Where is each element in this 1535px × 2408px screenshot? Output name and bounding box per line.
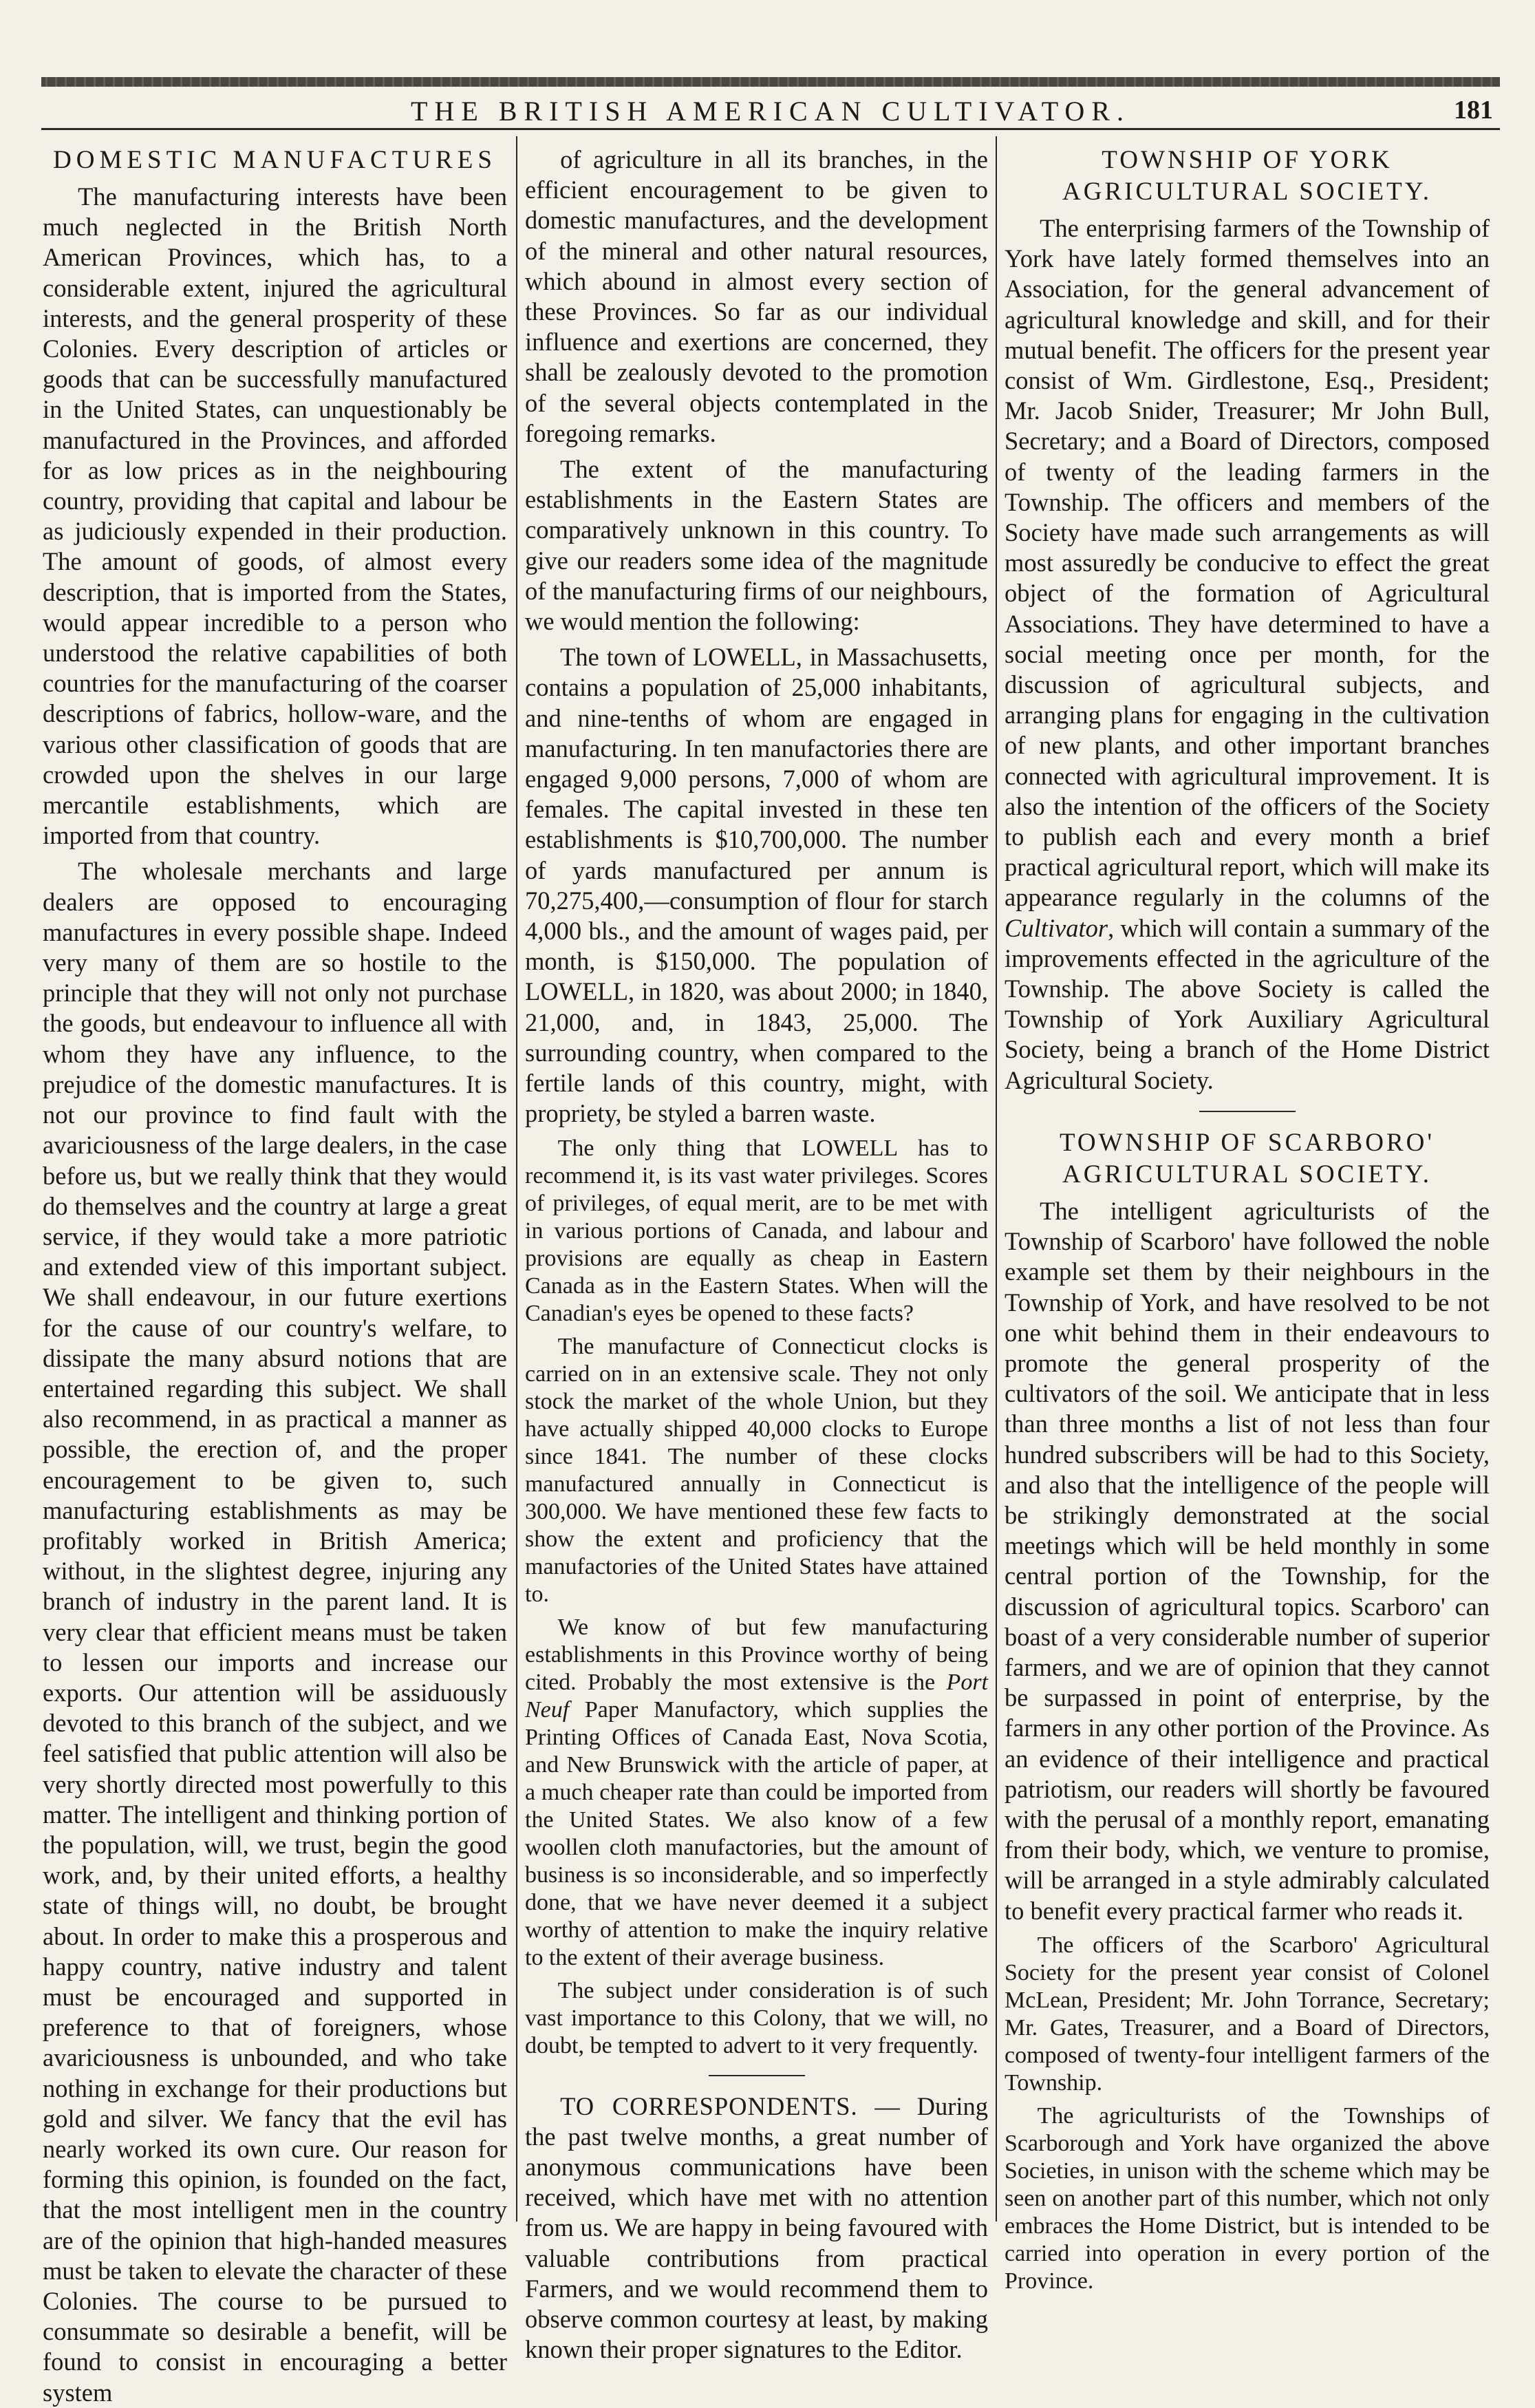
text-run: Paper Manufactory, which supplies the Printing Offices of Canada East, Nova Scotia, and New Brunswick with the article of paper, at a much cheaper rate than could be imported from the United States. We also know of a few woollen cloth manufactories, but the amount of business is so inconsiderable, and so imperfectly done, that we have never deemed it a subject worthy of attention to make the inquiry relative to the extent of their average business. — [525, 1696, 988, 1970]
paragraph: The extent of the manufacturing establishments in the Eastern States are comparatively unknown in this country. To give our readers some idea of the magnitude of the manufacturing firms of our neighbours, we would mention the following: — [525, 455, 988, 636]
correspondents-notice — [525, 2091, 988, 2365]
article-heading-scarboro-society: TOWNSHIP OF SCARBORO' AGRICULTURAL SOCIETY. — [1059, 1128, 1435, 1189]
column-3 — [1005, 145, 1490, 2294]
page-header — [41, 95, 1500, 130]
article-heading-domestic-manufactures: DOMESTIC MANUFACTURES — [53, 146, 497, 174]
section-separator — [709, 2075, 805, 2076]
paragraph: The town of LOWELL, in Massachusetts, contains a population of 25,000 inhabitants, and nine-tenths of whom are engaged in manufacturing. In ten manufactories there are engaged 9,000 persons, 7,000 of whom are females. The capital invested in these ten establishments is $10,700,000. The number of yards manufactured per annum is 70,275,400,—consumption of flour for starch 4,000 bls., and the amount of wages paid, per month, is $150,000. The population of LOWELL, in 1820, was about 2000; in 1840, 21,000, and, in 1843, 25,000. The surrounding country, when compared to the fertile lands of this country, might, with propriety, be styled a barren waste. — [525, 643, 988, 1128]
notice-label: TO CORRESPONDENTS. — [560, 2091, 858, 2120]
text-run: The enterprising farmers of the Township of York have lately formed themselves into an Association, for the general advancement of agricultural knowledge and skill, and for their mutual benefit. The officers for the present year consist of Wm. Girdlestone, Esq., President; Mr. Jacob Snider, Treasurer; Mr John Bull, Secretary; and a Board of Directors, composed of twenty of the leading farmers in the Township. The officers and members of the Society have made such arrangements as will most assuredly be conducive to effect the great object of the formation of Agricultural Associations. They have determined to have a social meeting once per month, for the discussion of agricultural subjects, and arranging plans for engaging in the cultivation of new plants, and other important branches connected with agricultural improvement. It is also the intention of the officers of the Society to publish each and every month a brief practical agricultural report, which will make its appearance regularly in the columns of the — [1005, 214, 1490, 912]
paragraph: The officers of the Scarboro' Agricultural Society for the present year consist of Colonel McLean, President; Mr. John Torrance, Secretary; Mr. Gates, Treasurer, and a Board of Directors, composed of twenty-four intelligent farmers of the Township. — [1005, 1932, 1490, 2096]
italic-name: Cultivator — [1005, 913, 1108, 942]
column-1 — [43, 145, 507, 2407]
paragraph — [525, 1614, 988, 1972]
notice-text: — During the past twelve months, a great number of anonymous communications have been received, which have met with no attention from us. We are happy in being favoured with valuable contributions from practical Farmers, and we would recommend them to observe common courtesy at least, by making known their proper signatures to the Editor. — [525, 2091, 988, 2364]
running-title: THE BRITISH AMERICAN CULTIVATOR. — [411, 96, 1130, 127]
column-rule-2 — [996, 136, 997, 2221]
paragraph: The wholesale merchants and large dealers are opposed to encouraging manufactures in every possible shape. Indeed very many of them are so hostile to the principle that they will not only not purchase the goods, but endeavour to influence all with whom they have any influence, to the prejudice of the domestic manufactures. It is not our province to find fault with the avariciousness of the large dealers, in the case before us, but we really think that they would do themselves and the country at large a great service, if they would take a more patriotic and extended view of this important subject. We shall endeavour, in our future exertions for the cause of our country's welfare, to dissipate the many absurd notions that are entertained regarding this subject. We shall also recommend, in as practical a manner as possible, the erection of, and the proper encouragement to be given to, such manufacturing establishments as may be profitably worked in British America; without, in the slightest degree, injuring any branch of industry in the parent land. It is very clear that efficient means must be taken to lessen our imports and increase our exports. Our attention will be assiduously devoted to this branch of the subject, and we feel satisfied that public attention will also be very shortly directed most powerfully to this matter. The intelligent and thinking portion of the population, will, we trust, begin the good work, and, by their united efforts, a healthy state of things will, no doubt, be brought about. In order to make this a prosperous and happy country, native industry and talent must be encouraged and supported in preference to that of foreigners, whose avariciousness is unbounded, and who take nothing in exchange for their productions but gold and silver. We fancy that the evil has nearly worked its own cure. Our reason for forming this opinion, is founded on the fact, that the most intelligent men in the country are of the opinion that high-handed measures must be taken to elevate the character of these Colonies. The course to be pursued to consummate so desirable a benefit, will be found to consist in encouraging a better system — [43, 857, 507, 2407]
column-2 — [525, 145, 988, 2364]
top-ornamental-band — [41, 77, 1500, 87]
paragraph: The manufacturing interests have been much neglected in the British North American Provinces, which has, to a considerable extent, injured the agricultural interests, and the general prosperity of these Colonies. Every description of articles or goods that can be successfully manufactured in the United States, can unquestionably be manufactured in the Provinces, and afforded for as low prices as in the neighbouring country, providing that capital and labour be as judiciously expended in their production. The amount of goods, of almost every description, that is imported from the States, would appear incredible to a person who understood the relative capabilities of both countries for the manufacturing of the coarser descriptions of fabrics, hollow-ware, and the various other classification of goods that are crowded upon the shelves in our large mercantile establishments, which are imported from that country. — [43, 182, 507, 850]
section-separator — [1199, 1111, 1296, 1112]
italic-name: Port Neuf — [525, 1669, 988, 1723]
paragraph: The intelligent agriculturists of the Township of Scarboro' have followed the noble example set them by their neighbours in the Township of York, and have resolved to be not one whit behind them in their endeavours to promote the general prosperity of the cultivators of the soil. We anticipate that in less than three months a list of not less than four hundred subscribers will be had to this Society, and also that the intelligence of the people will be strikingly demonstrated at the social meetings which will be held monthly in some central portion of the Township, for the discussion of agricultural topics. Scarboro' can boast of a very considerable number of superior farmers, and we are of opinion that they cannot be surpassed in point of enterprise, by the farmers in any other portion of the Province. As an evidence of their intelligence and practical patriotism, our readers will shortly be favoured with the perusal of a monthly report, emanating from their body, which, we venture to promise, will be arranged in a style admirably calculated to benefit every practical farmer who reads it. — [1005, 1196, 1490, 1925]
article-heading-york-society: TOWNSHIP OF YORK AGRICULTURAL SOCIETY. — [1062, 146, 1432, 206]
paragraph: The subject under consideration is of such vast importance to this Colony, that we will, no doubt, be tempted to advert to it very frequently. — [525, 1977, 988, 2058]
paragraph — [1005, 213, 1490, 1096]
column-rule-1 — [516, 136, 517, 2221]
text-run: We know of but few manufacturing establishments in this Province worthy of being cited. Probably the most extensive is the — [525, 1614, 988, 1695]
text-run: , which will contain a summary of the improvements effected in the agriculture of the Township. The above Society is called the Township of York Auxiliary Agricultural Society, being a branch of the Home District Agricultural Society. — [1005, 913, 1490, 1094]
paragraph: of agriculture in all its branches, in the efficient encouragement to be given to domestic manufactures, and the development of the mineral and other natural resources, which abound in almost every section of these Provinces. So far as our individual influence and exertions are concerned, they shall be zealously devoted to the promotion of the several objects contemplated in the foregoing remarks. — [525, 145, 988, 447]
page-number: 181 — [1454, 96, 1493, 125]
paragraph: The only thing that LOWELL has to recommend it, is its vast water privileges. Scores of privileges, of equal merit, are to be met with in various portions of Canada, and labour and provisions are equally as cheap in Eastern Canada as in the Eastern States. When will the Canadian's eyes be opened to these facts? — [525, 1135, 988, 1326]
paragraph: The manufacture of Connecticut clocks is carried on in an extensive scale. They not only stock the market of the whole Union, but they have actually shipped 40,000 clocks to Europe since 1841. The number of these clocks manufactured annually in Connecticut is 300,000. We have mentioned these few facts to show the extent and proficiency that the manufactories of the United States have attained to. — [525, 1333, 988, 1607]
paragraph: The agriculturists of the Townships of Scarborough and York have organized the above Societies, in unison with the scheme which may be seen on another part of this number, which not only embraces the Home District, but is intended to be carried into operation in every portion of the Province. — [1005, 2102, 1490, 2294]
